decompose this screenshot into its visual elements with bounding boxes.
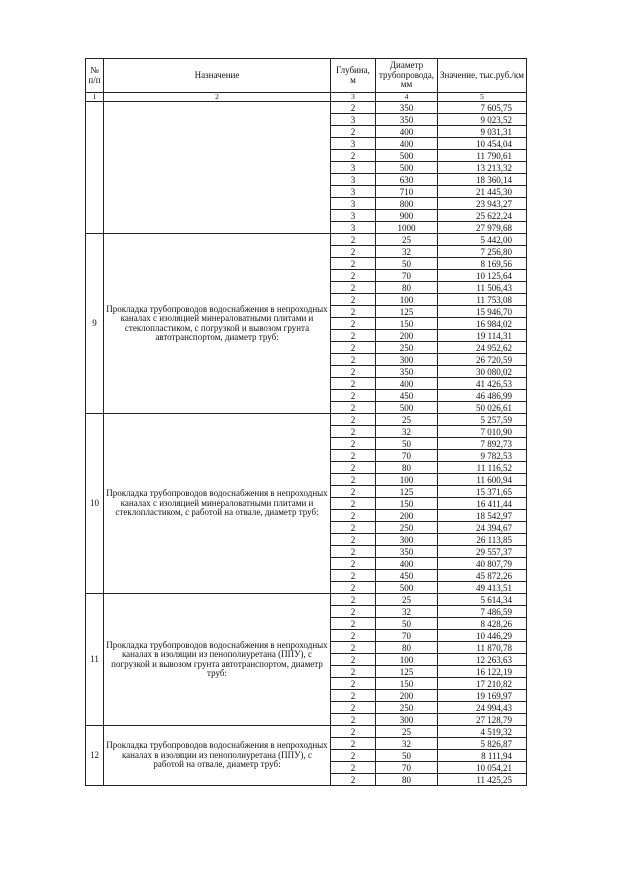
depth-cell: 2 [331,678,376,690]
diameter-cell: 150 [376,498,438,510]
value-cell: 50 026,61 [438,402,527,414]
value-cell: 9 782,53 [438,450,527,462]
diameter-cell: 125 [376,486,438,498]
value-cell: 15 946,70 [438,306,527,318]
value-cell: 10 454,04 [438,138,527,150]
depth-cell: 2 [331,294,376,306]
diameter-cell: 200 [376,510,438,522]
diameter-cell: 500 [376,402,438,414]
value-cell: 24 394,67 [438,522,527,534]
value-cell: 29 557,37 [438,546,527,558]
value-cell: 11 790,61 [438,150,527,162]
value-cell: 11 425,25 [438,774,527,786]
value-cell: 11 870,78 [438,642,527,654]
diameter-cell: 32 [376,246,438,258]
value-cell: 5 614,34 [438,594,527,606]
depth-cell: 3 [331,198,376,210]
header-value: Значение, тыс.руб./км [438,59,527,93]
value-cell: 30 080,02 [438,366,527,378]
depth-cell: 2 [331,666,376,678]
depth-cell: 2 [331,414,376,426]
value-cell: 7 892,73 [438,438,527,450]
column-number: 1 [86,93,104,102]
diameter-cell: 80 [376,462,438,474]
value-cell: 24 952,62 [438,342,527,354]
value-cell: 8 111,94 [438,750,527,762]
depth-cell: 2 [331,126,376,138]
depth-cell: 2 [331,474,376,486]
diameter-cell: 900 [376,210,438,222]
diameter-cell: 250 [376,342,438,354]
diameter-cell: 100 [376,654,438,666]
item-number: 11 [86,594,104,726]
diameter-cell: 350 [376,114,438,126]
header-diameter: Диаметр трубопровода, мм [376,59,438,93]
diameter-cell: 70 [376,762,438,774]
price-table [85,58,527,786]
diameter-cell: 200 [376,330,438,342]
table-row [86,594,527,606]
table-row [86,234,527,246]
depth-cell: 2 [331,738,376,750]
value-cell: 7 486,59 [438,606,527,618]
diameter-cell: 32 [376,738,438,750]
value-cell: 45 872,26 [438,570,527,582]
depth-cell: 2 [331,282,376,294]
value-cell: 26 720,59 [438,354,527,366]
diameter-cell: 80 [376,774,438,786]
diameter-cell: 300 [376,714,438,726]
diameter-cell: 25 [376,594,438,606]
header-purpose: Назначение [104,59,331,93]
value-cell: 10 054,21 [438,762,527,774]
value-cell: 15 371,65 [438,486,527,498]
value-cell: 49 413,51 [438,582,527,594]
diameter-cell: 1000 [376,222,438,234]
value-cell: 11 753,08 [438,294,527,306]
item-number: 12 [86,726,104,786]
diameter-cell: 125 [376,666,438,678]
depth-cell: 2 [331,438,376,450]
value-cell: 19 114,31 [438,330,527,342]
item-description [104,102,331,234]
value-cell: 12 263,63 [438,654,527,666]
depth-cell: 2 [331,498,376,510]
column-number: 3 [331,93,376,102]
diameter-cell: 800 [376,198,438,210]
depth-cell: 3 [331,174,376,186]
diameter-cell: 400 [376,138,438,150]
value-cell: 5 826,87 [438,738,527,750]
diameter-cell: 50 [376,438,438,450]
diameter-cell: 70 [376,630,438,642]
depth-cell: 2 [331,750,376,762]
depth-cell: 2 [331,570,376,582]
depth-cell: 2 [331,402,376,414]
item-description: Прокладка трубопроводов водоснабжения в непроходных каналах в изоляции из пенополиуретана (ППУ), с работой на отвале, диаметр труб: [104,726,331,786]
value-cell: 10 446,29 [438,630,527,642]
value-cell: 10 125,64 [438,270,527,282]
diameter-cell: 50 [376,750,438,762]
value-cell: 40 807,79 [438,558,527,570]
table-row [86,414,527,426]
table-body [86,102,527,786]
item-number: 9 [86,234,104,414]
column-number-row [86,93,527,102]
value-cell: 18 542,97 [438,510,527,522]
depth-cell: 2 [331,378,376,390]
depth-cell: 2 [331,522,376,534]
depth-cell: 2 [331,510,376,522]
diameter-cell: 32 [376,606,438,618]
diameter-cell: 500 [376,162,438,174]
depth-cell: 2 [331,654,376,666]
value-cell: 23 943,27 [438,198,527,210]
header-number: № п/п [86,59,104,93]
depth-cell: 2 [331,774,376,786]
value-cell: 41 426,53 [438,378,527,390]
item-number [86,102,104,234]
diameter-cell: 200 [376,690,438,702]
depth-cell: 2 [331,306,376,318]
value-cell: 18 360,14 [438,174,527,186]
diameter-cell: 400 [376,126,438,138]
depth-cell: 2 [331,714,376,726]
value-cell: 8 428,26 [438,618,527,630]
value-cell: 27 979,68 [438,222,527,234]
depth-cell: 3 [331,210,376,222]
value-cell: 9 023,52 [438,114,527,126]
value-cell: 5 257,59 [438,414,527,426]
depth-cell: 2 [331,582,376,594]
value-cell: 11 506,43 [438,282,527,294]
diameter-cell: 500 [376,150,438,162]
depth-cell: 2 [331,558,376,570]
depth-cell: 2 [331,270,376,282]
value-cell: 7 010,90 [438,426,527,438]
value-cell: 8 169,56 [438,258,527,270]
value-cell: 5 442,00 [438,234,527,246]
value-cell: 4 519,32 [438,726,527,738]
value-cell: 11 600,94 [438,474,527,486]
diameter-cell: 70 [376,270,438,282]
diameter-cell: 100 [376,474,438,486]
depth-cell: 2 [331,486,376,498]
depth-cell: 2 [331,642,376,654]
depth-cell: 2 [331,234,376,246]
diameter-cell: 300 [376,534,438,546]
column-number: 5 [438,93,527,102]
diameter-cell: 500 [376,582,438,594]
depth-cell: 2 [331,150,376,162]
item-number: 10 [86,414,104,594]
diameter-cell: 50 [376,618,438,630]
diameter-cell: 32 [376,426,438,438]
header-depth: Глубина, м [331,59,376,93]
depth-cell: 2 [331,366,376,378]
diameter-cell: 80 [376,642,438,654]
diameter-cell: 400 [376,558,438,570]
depth-cell: 2 [331,534,376,546]
depth-cell: 2 [331,618,376,630]
depth-cell: 2 [331,102,376,114]
depth-cell: 2 [331,246,376,258]
diameter-cell: 150 [376,678,438,690]
value-cell: 21 445,30 [438,186,527,198]
depth-cell: 2 [331,462,376,474]
value-cell: 16 411,44 [438,498,527,510]
column-number: 4 [376,93,438,102]
item-description: Прокладка трубопроводов водоснабжения в непроходных каналах в изоляции из пенополиуретана (ППУ), с погрузкой и вывозом грунта автотранспортом, диаметр труб: [104,594,331,726]
depth-cell: 2 [331,426,376,438]
depth-cell: 2 [331,606,376,618]
diameter-cell: 125 [376,306,438,318]
value-cell: 26 113,85 [438,534,527,546]
depth-cell: 3 [331,114,376,126]
diameter-cell: 400 [376,378,438,390]
depth-cell: 2 [331,594,376,606]
value-cell: 13 213,32 [438,162,527,174]
diameter-cell: 250 [376,702,438,714]
value-cell: 17 210,82 [438,678,527,690]
diameter-cell: 25 [376,234,438,246]
value-cell: 7 605,75 [438,102,527,114]
diameter-cell: 80 [376,282,438,294]
depth-cell: 2 [331,702,376,714]
value-cell: 9 031,31 [438,126,527,138]
diameter-cell: 300 [376,354,438,366]
depth-cell: 2 [331,762,376,774]
depth-cell: 2 [331,342,376,354]
depth-cell: 2 [331,354,376,366]
value-cell: 16 984,02 [438,318,527,330]
depth-cell: 2 [331,258,376,270]
depth-cell: 2 [331,726,376,738]
diameter-cell: 350 [376,366,438,378]
column-number: 2 [104,93,331,102]
depth-cell: 2 [331,390,376,402]
item-description: Прокладка трубопроводов водоснабжения в непроходных каналах с изоляцией минераловатными плитами и стеклопластиком, с погрузкой и вывозом грунта автотранспортом, диаметр труб: [104,234,331,414]
diameter-cell: 50 [376,258,438,270]
depth-cell: 2 [331,318,376,330]
depth-cell: 3 [331,222,376,234]
diameter-cell: 250 [376,522,438,534]
value-cell: 7 256,80 [438,246,527,258]
diameter-cell: 25 [376,414,438,426]
depth-cell: 2 [331,450,376,462]
diameter-cell: 450 [376,390,438,402]
diameter-cell: 350 [376,102,438,114]
diameter-cell: 630 [376,174,438,186]
depth-cell: 2 [331,690,376,702]
depth-cell: 2 [331,546,376,558]
value-cell: 27 128,79 [438,714,527,726]
diameter-cell: 710 [376,186,438,198]
depth-cell: 2 [331,630,376,642]
depth-cell: 2 [331,330,376,342]
diameter-cell: 450 [376,570,438,582]
value-cell: 25 622,24 [438,210,527,222]
diameter-cell: 150 [376,318,438,330]
depth-cell: 3 [331,138,376,150]
item-description: Прокладка трубопроводов водоснабжения в непроходных каналах с изоляцией минераловатными плитами и стеклопластиком, с работой на отвале, диаметр труб: [104,414,331,594]
table-row [86,726,527,738]
depth-cell: 3 [331,162,376,174]
depth-cell: 3 [331,186,376,198]
diameter-cell: 70 [376,450,438,462]
value-cell: 46 486,99 [438,390,527,402]
table-header-row [86,59,527,93]
diameter-cell: 350 [376,546,438,558]
diameter-cell: 25 [376,726,438,738]
diameter-cell: 100 [376,294,438,306]
value-cell: 19 169,97 [438,690,527,702]
value-cell: 11 116,52 [438,462,527,474]
table-row [86,102,527,114]
value-cell: 16 122,19 [438,666,527,678]
value-cell: 24 994,43 [438,702,527,714]
